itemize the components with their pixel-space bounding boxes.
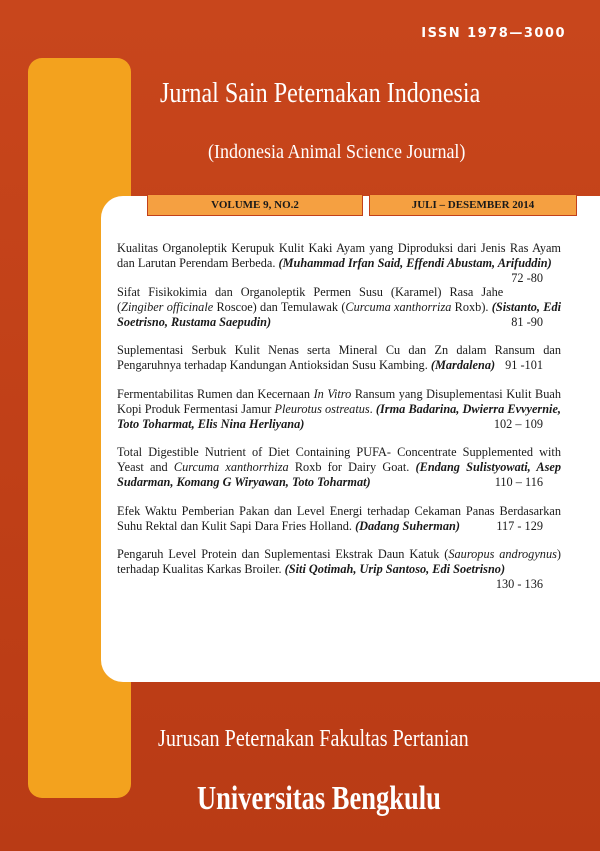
table-of-contents (117, 241, 561, 592)
volume-tag: VOLUME 9, NO.2 (147, 194, 363, 216)
journal-subtitle: (Indonesia Animal Science Journal) (208, 141, 466, 163)
university-name: Universitas Bengkulu (197, 780, 441, 817)
article-title: Total Digestible Nutrient of Diet Containing PUFA- Concentrate Supplemented with Yeast and Curcuma xanthorrhiza Roxb for Dairy Goat. (117, 445, 561, 474)
article-pages: 110 – 116 (494, 475, 543, 489)
article-pages: 117 - 129 (496, 518, 543, 533)
article-entry-5 (117, 445, 561, 490)
article-entry-2 (117, 285, 561, 330)
article-pages: 72 -80 (511, 271, 543, 285)
article-entry-4 (117, 387, 561, 432)
article-authors: (Dadang Suherman) (355, 518, 460, 533)
article-entry-3 (117, 343, 561, 373)
article-authors: (Sistanto, Edi Soetrisno, Rustama Saepudin) (117, 299, 562, 329)
article-authors: (Muhammad Irfan Said, Effendi Abustam, Arifuddin) (278, 256, 552, 270)
article-pages: 81 -90 (511, 314, 543, 329)
period-tag: JULI – DESEMBER 2014 (369, 194, 577, 216)
article-pages: 102 – 109 (493, 416, 543, 431)
article-title: Efek Waktu Pemberian Pakan dan Level Energi terhadap Cekaman Panas Berdasarkan Suhu Rektal dan Kulit Sapi Dara Fries Holland. (117, 503, 561, 533)
article-title: Suplementasi Serbuk Kulit Nenas serta Mineral Cu dan Zn dalam Ransum dan Pengaruhnya terhadap Kandungan Antioksidan Susu Kambing. (117, 343, 561, 372)
department-name: Jurusan Peternakan Fakultas Pertanian (158, 726, 469, 752)
article-authors: (Irma Badarina, Dwierra Evvyernie, Toto Toharmat, Elis Nina Herliyana) (117, 401, 561, 431)
article-authors: (Mardalena) (430, 358, 496, 372)
article-authors: (Endang Sulistyowati, Asep Sudarman, Komang G Wiryawan, Toto Toharmat) (117, 460, 561, 489)
article-title: Kualitas Organoleptik Kerupuk Kulit Kaki Ayam yang Diproduksi dari Jenis Ras Ayam dan Larutan Perendam Berbeda. (117, 241, 561, 270)
article-entry-7 (117, 547, 561, 591)
journal-title: Jurnal Sain Peternakan Indonesia (160, 78, 481, 109)
article-pages: 91 -101 (505, 358, 543, 372)
article-entry-1 (117, 241, 561, 285)
issn-label: ISSN 1978—3000 (421, 26, 566, 41)
article-entry-6 (117, 504, 561, 534)
article-authors: (Siti Qotimah, Urip Santoso, Edi Soetrisno) (284, 562, 506, 576)
article-title: Fermentabilitas Rumen dan Kecernaan In Vitro Ransum yang Disuplementasi Kulit Buah Kopi Produk Fermentasi Jamur Pleurotus ostreatus. (117, 386, 561, 416)
article-title: Sifat Fisikokimia dan Organoleptik Permen Susu (Karamel) Rasa Jahe (Zingiber officinale Roscoe) dan Temulawak (Curcuma xanthorriza Roxb). (117, 284, 504, 314)
article-title: Pengaruh Level Protein dan Suplementasi Ekstrak Daun Katuk (Sauropus androgynus) terhadap Kualitas Karkas Broiler. (117, 547, 561, 576)
article-pages: 130 - 136 (495, 577, 543, 591)
